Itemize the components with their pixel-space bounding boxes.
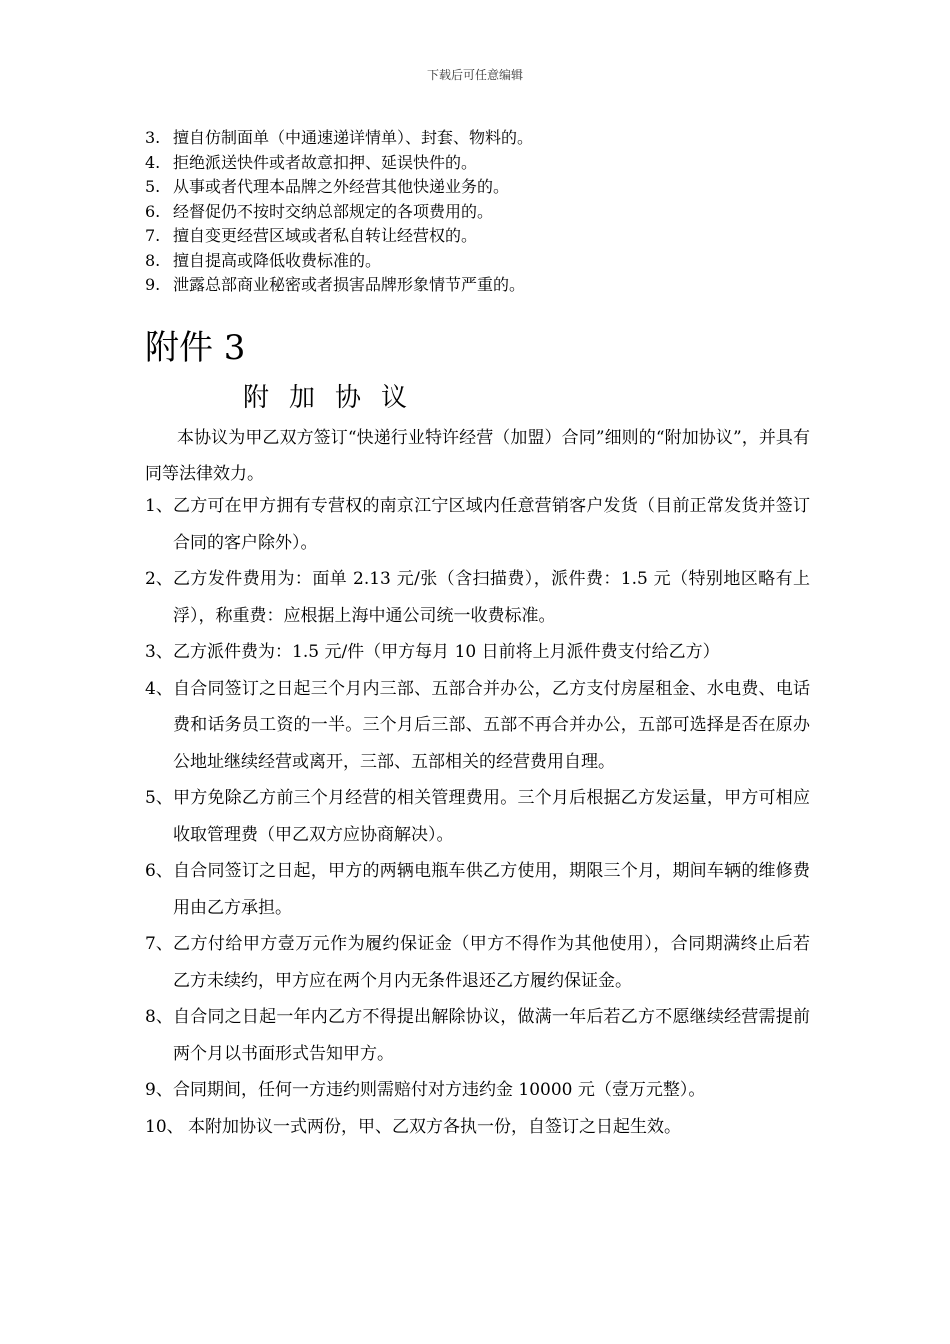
agreement-title: 附加协议: [243, 383, 428, 413]
annex-heading: 附件 3: [145, 328, 246, 368]
clause-item: [145, 926, 810, 999]
item-number: 4.: [145, 152, 161, 172]
item-number: 8.: [145, 250, 161, 270]
clause-text: 乙方派件费为：1.5 元/件（甲方每月 10 日前将上月派件费支付给乙方）: [173, 642, 720, 662]
clause-number: 5、: [145, 788, 173, 808]
clause-item: [145, 488, 810, 561]
list-item: [145, 151, 825, 176]
item-text: 从事或者代理本品牌之外经营其他快递业务的。: [173, 177, 510, 196]
item-number: 7.: [145, 226, 161, 245]
item-text: 擅自变更经营区域或者私自转让经营权的。: [173, 226, 478, 245]
item-number: 6.: [145, 201, 161, 221]
clause-text: 乙方付给甲方壹万元作为履约保证金（甲方不得作为其他使用），合同期满终止后若乙方未续约，甲方应在两个月内无条件退还乙方履约保证金。: [173, 934, 810, 991]
clauses-list: [145, 488, 810, 1145]
clause-number: 3、: [145, 642, 173, 662]
clause-item: [145, 853, 810, 926]
header-note: 下载后可任意编辑: [426, 68, 523, 82]
item-text: 泄露总部商业秘密或者损害品牌形象情节严重的。: [173, 275, 526, 294]
item-number: 9.: [145, 275, 161, 294]
clause-text: 本附加协议一式两份，甲、乙双方各执一份，自签订之日起生效。: [188, 1116, 681, 1137]
list-item: [145, 200, 825, 225]
clause-number: 10、: [145, 1116, 184, 1137]
item-text: 经督促仍不按时交纳总部规定的各项费用的。: [173, 201, 494, 221]
item-number: 3.: [145, 128, 161, 147]
clause-item: [145, 671, 810, 781]
clause-number: 4、: [145, 678, 173, 699]
clause-number: 2、: [145, 569, 173, 589]
clause-text: 自合同签订之日起三个月内三部、五部合并办公，乙方支付房屋租金、水电费、电话费和话务员工资的一半。三个月后三部、五部不再合并办公，五部可选择是否在原办公地址继续经营或离开，三部、五部相关的经营费用自理。: [173, 678, 810, 772]
clause-item: [145, 634, 810, 671]
item-text: 擅自提高或降低收费标准的。: [173, 250, 382, 270]
clause-text: 自合同之日起一年内乙方不得提出解除协议，做满一年后若乙方不愿继续经营需提前两个月以书面形式告知甲方。: [173, 1007, 810, 1064]
clause-number: 8、: [145, 1007, 173, 1027]
list-item: [145, 273, 825, 298]
clause-text: 乙方发件费用为：面单 2.13 元/张（含扫描费），派件费：1.5 元（特别地区略有上浮），称重费：应根据上海中通公司统一收费标准。: [173, 569, 810, 626]
list-item: [145, 224, 825, 249]
clause-number: 7、: [145, 934, 173, 954]
clause-item: [145, 561, 810, 634]
clause-text: 自合同签订之日起，甲方的两辆电瓶车供乙方使用，期限三个月，期间车辆的维修费用由乙方承担。: [173, 861, 810, 918]
list-item: [145, 249, 825, 274]
clause-number: 1、: [145, 496, 173, 516]
clause-item: [145, 1109, 810, 1146]
clause-number: 6、: [145, 861, 173, 881]
clause-item: [145, 1072, 810, 1109]
list-item: [145, 175, 825, 200]
item-text: 拒绝派送快件或者故意扣押、延误快件的。: [173, 152, 478, 172]
clause-item: [145, 999, 810, 1072]
prior-items-list: [145, 126, 825, 298]
clause-number: 9、: [145, 1080, 173, 1100]
clause-text: 甲方免除乙方前三个月经营的相关管理费用。三个月后根据乙方发运量，甲方可相应收取管理费（甲乙双方应协商解决）。: [173, 788, 810, 845]
clause-text: 乙方可在甲方拥有专营权的南京江宁区域内任意营销客户发货（目前正常发货并签订合同的客户除外）。: [173, 496, 810, 553]
clause-text: 合同期间，任何一方违约则需赔付对方违约金 10000 元（壹万元整）。: [173, 1080, 706, 1100]
intro-paragraph: 本协议为甲乙双方签订“快递行业特许经营（加盟）合同”细则的“附加协议”，并具有同等法律效力。: [145, 428, 810, 484]
item-text: 擅自仿制面单（中通速递详情单）、封套、物料的。: [173, 128, 534, 147]
item-number: 5.: [145, 177, 161, 196]
clause-item: [145, 780, 810, 853]
list-item: [145, 126, 825, 151]
